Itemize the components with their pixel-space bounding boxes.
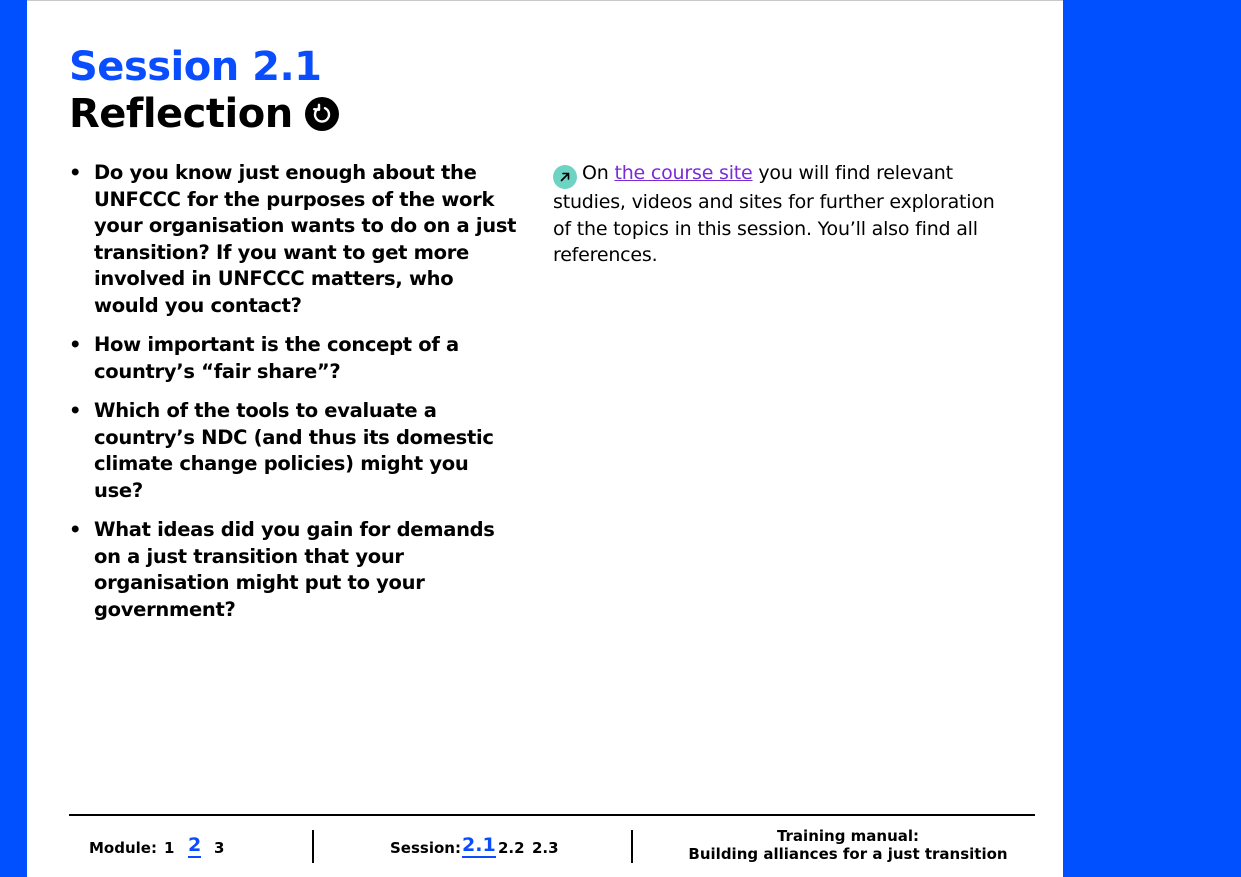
top-border (27, 0, 1063, 1)
session-link-2-3[interactable]: 2.3 (532, 839, 559, 857)
footer-nav (69, 816, 1035, 877)
circular-arrow-icon (305, 97, 339, 131)
page-title-text: Reflection (69, 91, 293, 137)
note-suffix: you will find relevant studies, videos and sites for further exploration of the topics in this session. You’ll also find all references. (553, 162, 995, 266)
footer-divider (312, 830, 314, 863)
left-blue-band (0, 0, 27, 877)
course-site-note (553, 160, 1013, 269)
manual-title (629, 827, 1067, 863)
session-link-2-1[interactable]: 2.1 (462, 834, 496, 856)
session-link-2-2[interactable]: 2.2 (498, 839, 525, 857)
question-item: • How important is the concept of a country’s “fair share”? (69, 332, 519, 385)
module-link-2[interactable]: 2 (188, 834, 202, 856)
question-item: • Which of the tools to evaluate a country’s NDC (and thus its domestic climate change policies) might you use? (69, 398, 519, 504)
course-site-link[interactable]: the course site (614, 162, 753, 184)
right-blue-band (1063, 0, 1241, 877)
module-link-1[interactable]: 1 (164, 839, 175, 857)
session-label: Session: (390, 839, 461, 857)
manual-title-line2: Building alliances for a just transition (688, 845, 1008, 863)
note-prefix: On (582, 162, 609, 184)
module-link-3[interactable]: 3 (214, 839, 225, 857)
reflection-questions (69, 160, 519, 636)
arrow-up-right-icon (553, 165, 577, 189)
manual-title-line1: Training manual: (776, 827, 920, 845)
question-item: • Do you know just enough about the UNFCCC for the purposes of the work your organisation wants to do on a just transition? If you want to get more involved in UNFCCC matters, who would you contact? (69, 160, 519, 319)
module-label: Module: (89, 839, 157, 857)
question-item: • What ideas did you gain for demands on a just transition that your organisation might put to your government? (69, 517, 519, 623)
session-number: Session 2.1 (69, 44, 322, 90)
page-title (69, 91, 339, 137)
